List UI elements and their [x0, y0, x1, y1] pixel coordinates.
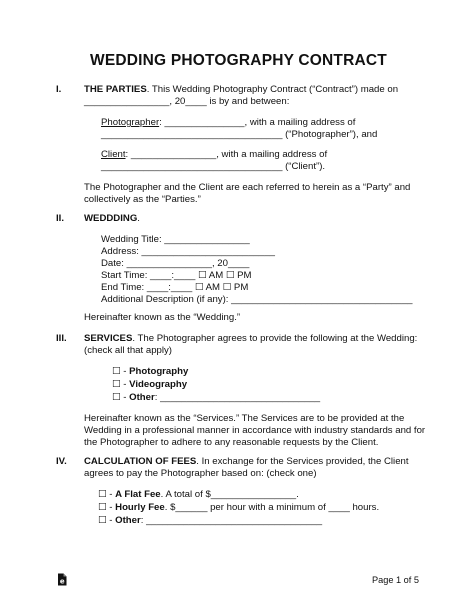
section-1-intro-text: . This Wedding Photography Contract (“Contract”) made on [146, 84, 399, 95]
section-1-intro [84, 84, 398, 96]
section-4-line-1 [84, 456, 409, 468]
fee-option-flat[interactable] [98, 489, 299, 501]
fee-option-label: Other [115, 515, 141, 526]
fee-option-detail: : _________________________________ [140, 515, 323, 526]
section-3-number: III. [56, 333, 67, 344]
client-line-2: __________________________________ (“Client”). [101, 161, 326, 172]
section-4-line-2: agrees to pay the Photographer based on: (check one) [84, 468, 317, 479]
photographer-line-2: __________________________________ (“Photographer”), and [101, 129, 378, 140]
checkbox-icon[interactable]: ☐ - [112, 379, 130, 390]
fee-option-other[interactable] [98, 515, 322, 527]
section-2-heading-suffix: . [137, 213, 140, 224]
fee-option-label: A Flat Fee [115, 489, 161, 500]
wedding-end-time-field: End Time: ____:____ ☐ AM ☐ PM [101, 282, 249, 293]
service-option-label: Videography [129, 379, 188, 390]
service-option-other[interactable] [112, 392, 320, 404]
section-2-heading: WEDDDING [84, 213, 138, 224]
wedding-start-time-field: Start Time: ____:____ ☐ AM ☐ PM [101, 270, 252, 281]
photographer-line-1-rest: : _______________, with a mailing address of [159, 117, 356, 128]
wedding-description-field: Additional Description (if any): __________________________________ [101, 294, 413, 305]
checkbox-icon[interactable]: ☐ - [112, 366, 130, 377]
checkbox-icon[interactable]: ☐ - [112, 392, 130, 403]
fee-option-label: Hourly Fee [115, 502, 165, 513]
page-number: Page 1 of 5 [372, 575, 419, 585]
svg-text:e: e [59, 577, 65, 586]
wedding-date-field: Date: ________________, 20____ [101, 258, 250, 269]
fee-option-hourly[interactable] [98, 502, 379, 514]
service-option-label: Other [129, 392, 155, 403]
service-option-other-blank: : ______________________________ [154, 392, 321, 403]
section-1-heading: THE PARTIES [84, 84, 147, 95]
section-4-number: IV. [56, 456, 67, 467]
photographer-line-1 [101, 117, 355, 129]
wedding-address-field: Address: _________________________ [101, 246, 275, 257]
client-line-1 [101, 149, 327, 161]
client-label: Client [101, 149, 126, 160]
section-1-number: I. [56, 84, 62, 95]
section-3-line-1-rest: . The Photographer agrees to provide the following at the Wedding: [132, 333, 418, 344]
parties-paragraph-line-1: The Photographer and the Client are each referred to herein as a “Party” and [84, 182, 411, 193]
section-4-line-1-rest: . In exchange for the Services provided, the Client [196, 456, 409, 467]
section-3-line-2: (check all that apply) [84, 345, 172, 356]
document-logo-icon [57, 573, 67, 586]
client-line-1-rest: : ________________, with a mailing address of [125, 149, 328, 160]
document-title: WEDDING PHOTOGRAPHY CONTRACT [90, 52, 387, 69]
fee-option-detail: . A total of $________________. [160, 489, 299, 500]
section-4-heading: CALCULATION OF FEES [84, 456, 197, 467]
checkbox-icon[interactable]: ☐ - [98, 515, 116, 526]
service-option-label: Photography [129, 366, 189, 377]
fee-option-detail: . $______ per hour with a minimum of ____ hours. [164, 502, 380, 513]
checkbox-icon[interactable]: ☐ - [98, 489, 116, 500]
service-option-videography[interactable] [112, 379, 187, 391]
section-3-heading: SERVICES [84, 333, 133, 344]
section-3-line-1 [84, 333, 417, 345]
section-2-number: II. [56, 213, 64, 224]
wedding-hereinafter: Hereinafter known as the “Wedding.” [84, 312, 241, 323]
wedding-title-field: Wedding Title: ________________ [101, 234, 250, 245]
section-1-date-line: ________________, 20____ is by and between: [84, 96, 290, 107]
parties-paragraph-line-2: collectively as the “Parties.” [84, 194, 201, 205]
services-paragraph-line-3: the Photographer to adhere to any reasonable requests by the Client. [84, 437, 379, 448]
checkbox-icon[interactable]: ☐ - [98, 502, 116, 513]
services-paragraph-line-1: Hereinafter known as the “Services.” The Services are to be provided at the [84, 413, 405, 424]
services-paragraph-line-2: Wedding in a professional manner in accordance with industry standards and for [84, 425, 426, 436]
service-option-photography[interactable] [112, 366, 188, 378]
photographer-label: Photographer [101, 117, 160, 128]
section-2-heading-line [84, 213, 140, 225]
